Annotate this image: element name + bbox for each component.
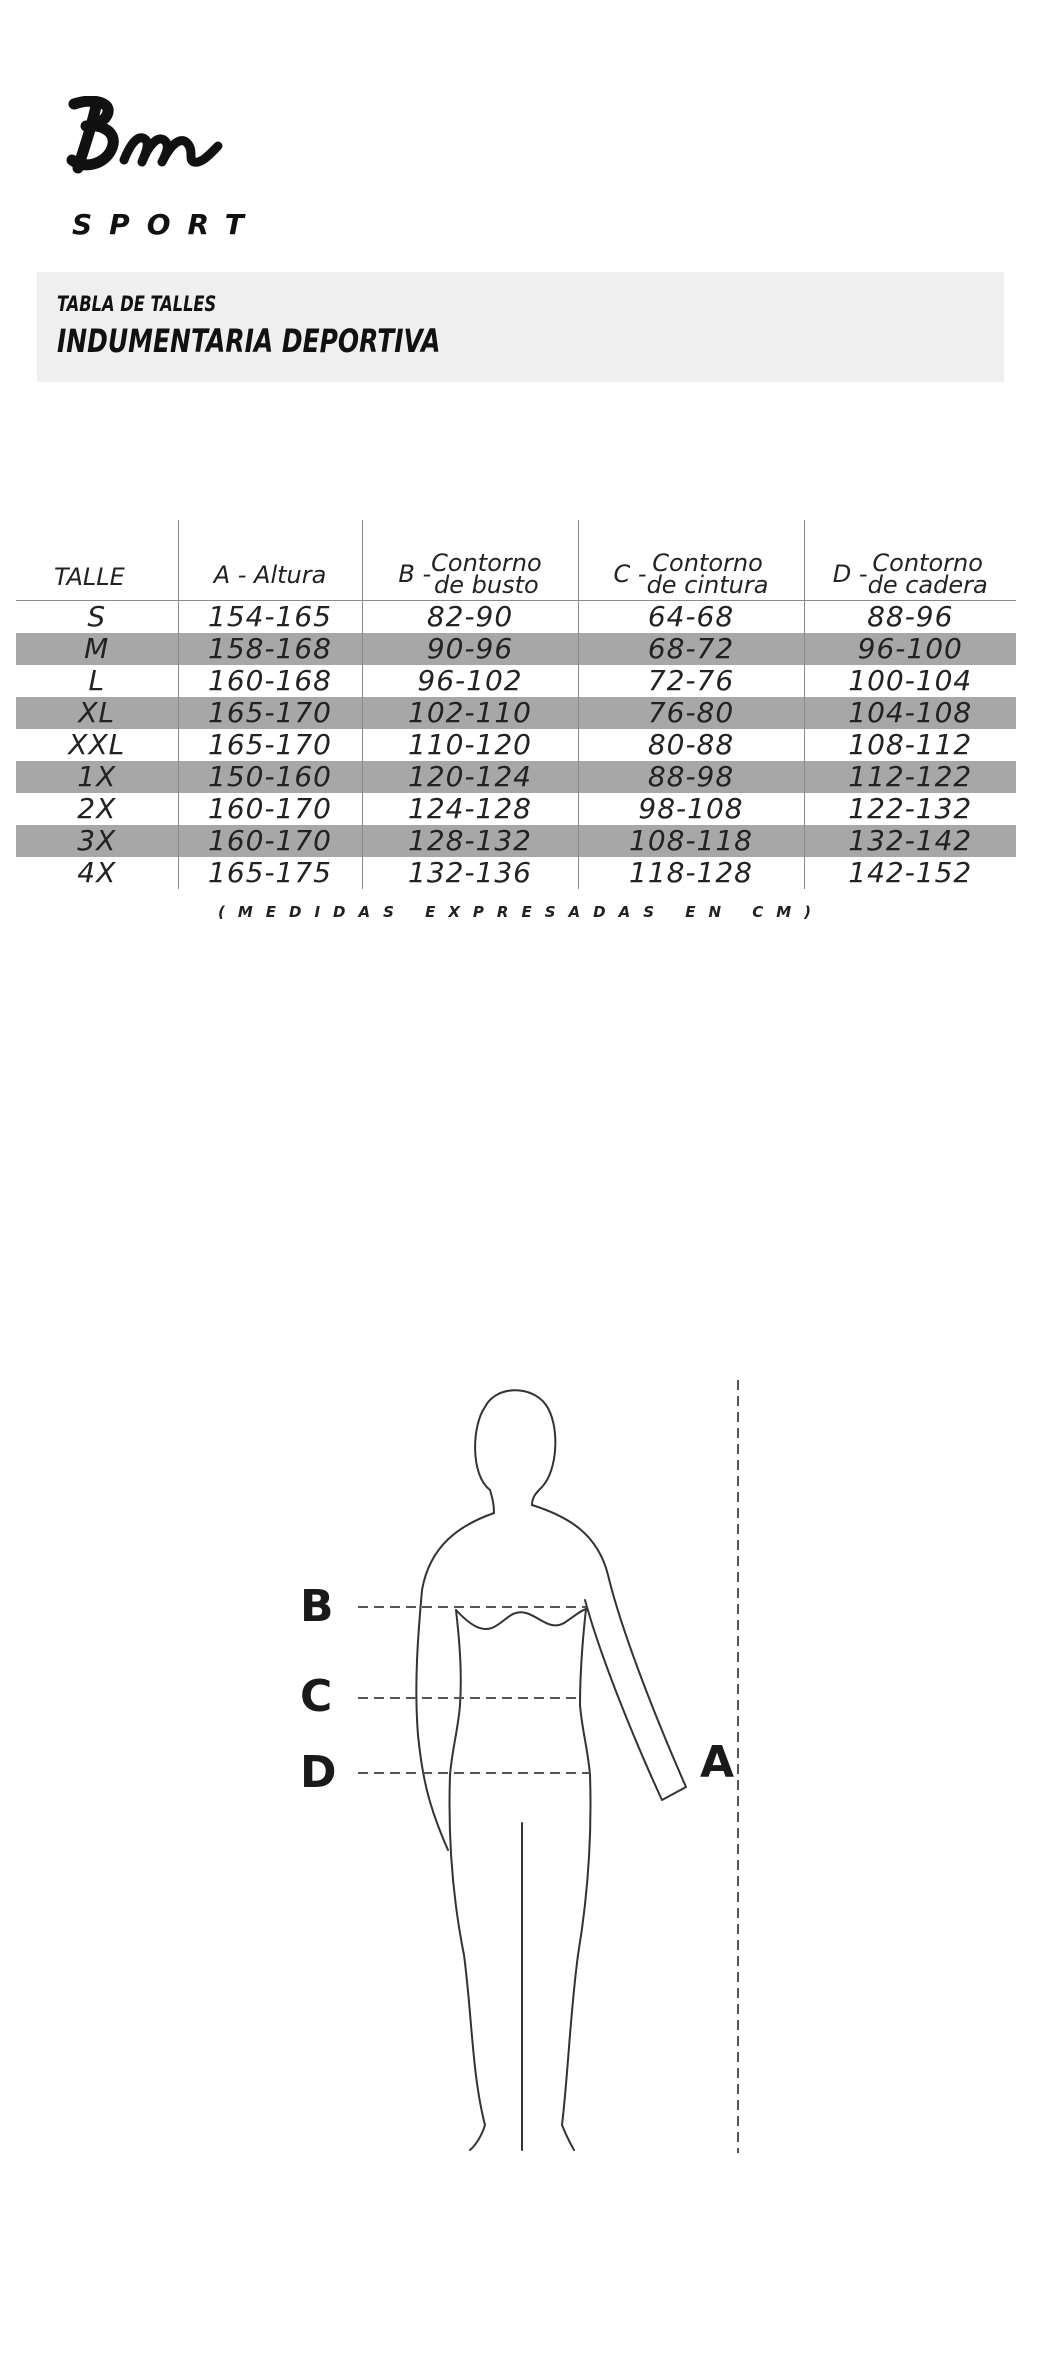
body-silhouette-icon xyxy=(300,1375,760,2155)
column-header-cadera: D - Contorno de cadera xyxy=(804,520,1016,601)
bm-logo-icon xyxy=(62,96,232,206)
column-header-altura: A - Altura xyxy=(178,520,362,601)
column-header-cintura: C - Contorno de cintura xyxy=(578,520,804,601)
table-row: L 160-168 96-102 72-76 100-104 xyxy=(16,665,1016,697)
table-row: XL 165-170 102-110 76-80 104-108 xyxy=(16,697,1016,729)
brand-logo xyxy=(62,96,261,246)
measure-label-a: A xyxy=(700,1737,735,1788)
table-row: 2X 160-170 124-128 98-108 122-132 xyxy=(16,793,1016,825)
column-header-busto: B -Contorno de busto xyxy=(362,520,578,601)
table-row: 4X 165-175 132-136 118-128 142-152 xyxy=(16,857,1016,889)
table-header-row xyxy=(16,520,1016,601)
body-measurement-figure xyxy=(300,1375,760,2155)
title-small: TABLA DE TALLES xyxy=(57,292,217,316)
column-header-talle: TALLE xyxy=(16,520,178,601)
brand-subtitle: SPORT xyxy=(72,208,261,241)
table-row: 1X 150-160 120-124 88-98 112-122 xyxy=(16,761,1016,793)
table-row: XXL 165-170 110-120 80-88 108-112 xyxy=(16,729,1016,761)
measure-label-b: B xyxy=(300,1581,334,1632)
size-table xyxy=(16,520,1016,889)
measure-label-c: C xyxy=(300,1671,333,1722)
table-row: 3X 160-170 128-132 108-118 132-142 xyxy=(16,825,1016,857)
measure-label-d: D xyxy=(300,1747,337,1798)
table-row: M 158-168 90-96 68-72 96-100 xyxy=(16,633,1016,665)
page-title: INDUMENTARIA DEPORTIVA xyxy=(57,322,441,360)
title-banner xyxy=(37,272,1004,382)
table-row: S 154-165 82-90 64-68 88-96 xyxy=(16,601,1016,634)
units-note: (MEDIDAS EXPRESADAS EN CM) xyxy=(217,903,825,921)
